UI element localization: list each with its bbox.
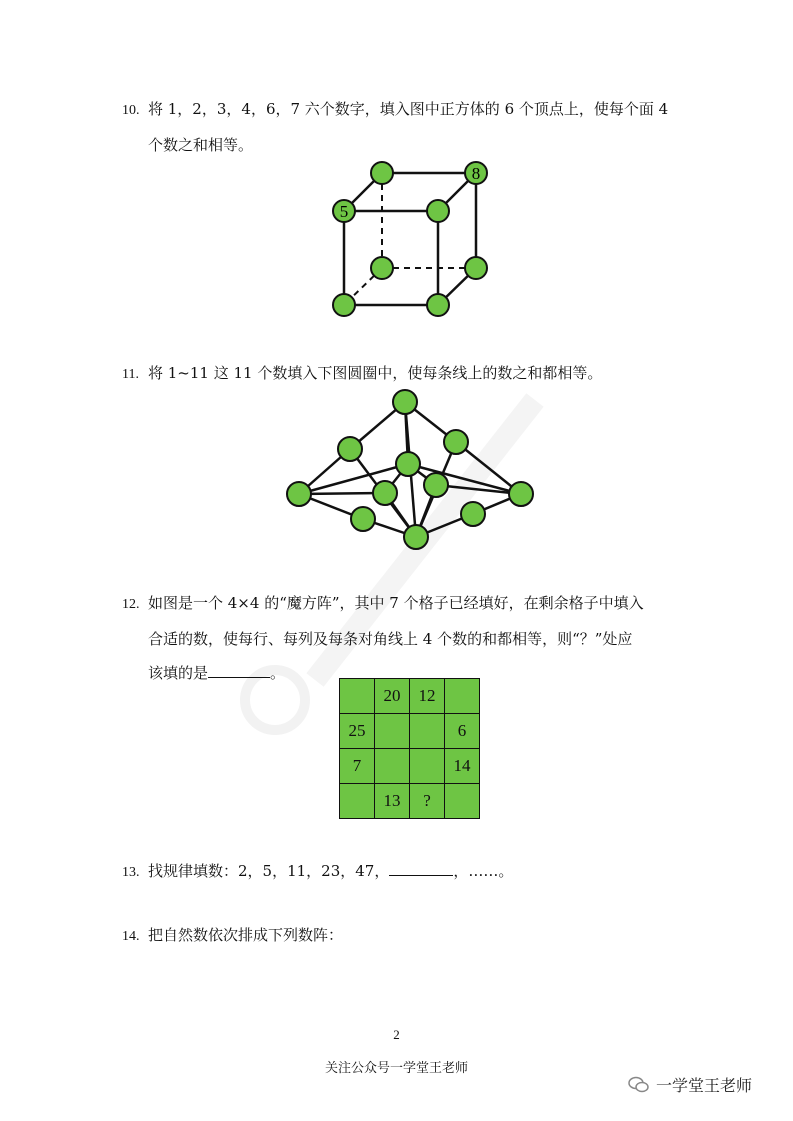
vertex-label: 5 [339, 202, 349, 221]
question-12 [122, 586, 682, 690]
question-number: 13. [122, 865, 140, 880]
question-number: 12. [122, 597, 140, 612]
grid-cell: 25 [340, 714, 375, 749]
network-node [373, 481, 397, 505]
grid-cell: 12 [410, 679, 445, 714]
grid-row [340, 679, 480, 714]
grid-cell: 13 [375, 784, 410, 819]
brand-name: 一学堂王老师 [656, 1076, 753, 1095]
grid-row [340, 714, 480, 749]
grid-cell [375, 714, 410, 749]
vertex-label: 8 [471, 164, 481, 183]
grid-cell [340, 679, 375, 714]
cube-vertex [427, 294, 449, 316]
question-13 [122, 854, 682, 890]
question-text-end: ，……。 [453, 862, 514, 880]
circle-network-diagram [280, 385, 540, 555]
cube-vertex [333, 294, 355, 316]
page-number: 2 [393, 1027, 400, 1042]
grid-cell: 7 [340, 749, 375, 784]
question-punctuation: 。 [270, 664, 286, 682]
cube-diagram [320, 155, 500, 325]
question-text: 找规律填数：2，5，11，23，47， [148, 862, 390, 880]
cube-vertex [465, 257, 487, 279]
network-node [424, 473, 448, 497]
question-text-continued: 合适的数，使每行、每列及每条对角线上 4 个数的和都相等，则“？”处应 [148, 630, 633, 648]
question-14 [122, 918, 682, 954]
network-node [396, 452, 420, 476]
network-node [404, 525, 428, 549]
answer-blank[interactable] [208, 659, 270, 678]
question-number: 11. [122, 367, 139, 382]
question-text: 把自然数依次排成下列数阵： [148, 926, 344, 944]
grid-row [340, 749, 480, 784]
grid-cell [445, 679, 480, 714]
question-text-continued: 个数之和相等。 [148, 136, 254, 154]
network-node [461, 502, 485, 526]
network-node [287, 482, 311, 506]
question-number: 10. [122, 103, 140, 118]
question-number: 14. [122, 929, 140, 944]
cube-vertex [427, 200, 449, 222]
grid-cell: 6 [445, 714, 480, 749]
question-10 [122, 92, 682, 162]
network-node [393, 390, 417, 414]
question-text: 如图是一个 4×4 的“魔方阵”，其中 7 个格子已经填好，在剩余格子中填入 [148, 594, 644, 612]
grid-cell [410, 749, 445, 784]
grid-row [340, 784, 480, 819]
grid-cell [410, 714, 445, 749]
brand-badge [628, 1073, 752, 1096]
grid-cell: 20 [375, 679, 410, 714]
question-text: 将 1，2，3，4，6，7 六个数字，填入图中正方体的 6 个顶点上，使每个面 4 [148, 100, 669, 118]
network-node [351, 507, 375, 531]
grid-cell [445, 784, 480, 819]
wechat-icon [628, 1076, 650, 1094]
grid-cell [375, 749, 410, 784]
grid-cell: ? [410, 784, 445, 819]
network-node [444, 430, 468, 454]
question-text-continued: 该填的是 [148, 664, 209, 682]
network-node [338, 437, 362, 461]
network-node [509, 482, 533, 506]
question-text: 将 1~11 这 11 个数填入下图圆圈中，使每条线上的数之和都相等。 [148, 364, 603, 382]
cube-vertex [371, 257, 393, 279]
grid-cell: 14 [445, 749, 480, 784]
magic-square-grid [339, 678, 480, 819]
footer-text: 关注公众号一学堂王老师 [324, 1061, 468, 1076]
cube-vertex [371, 162, 393, 184]
answer-blank[interactable] [389, 857, 453, 876]
grid-cell [340, 784, 375, 819]
